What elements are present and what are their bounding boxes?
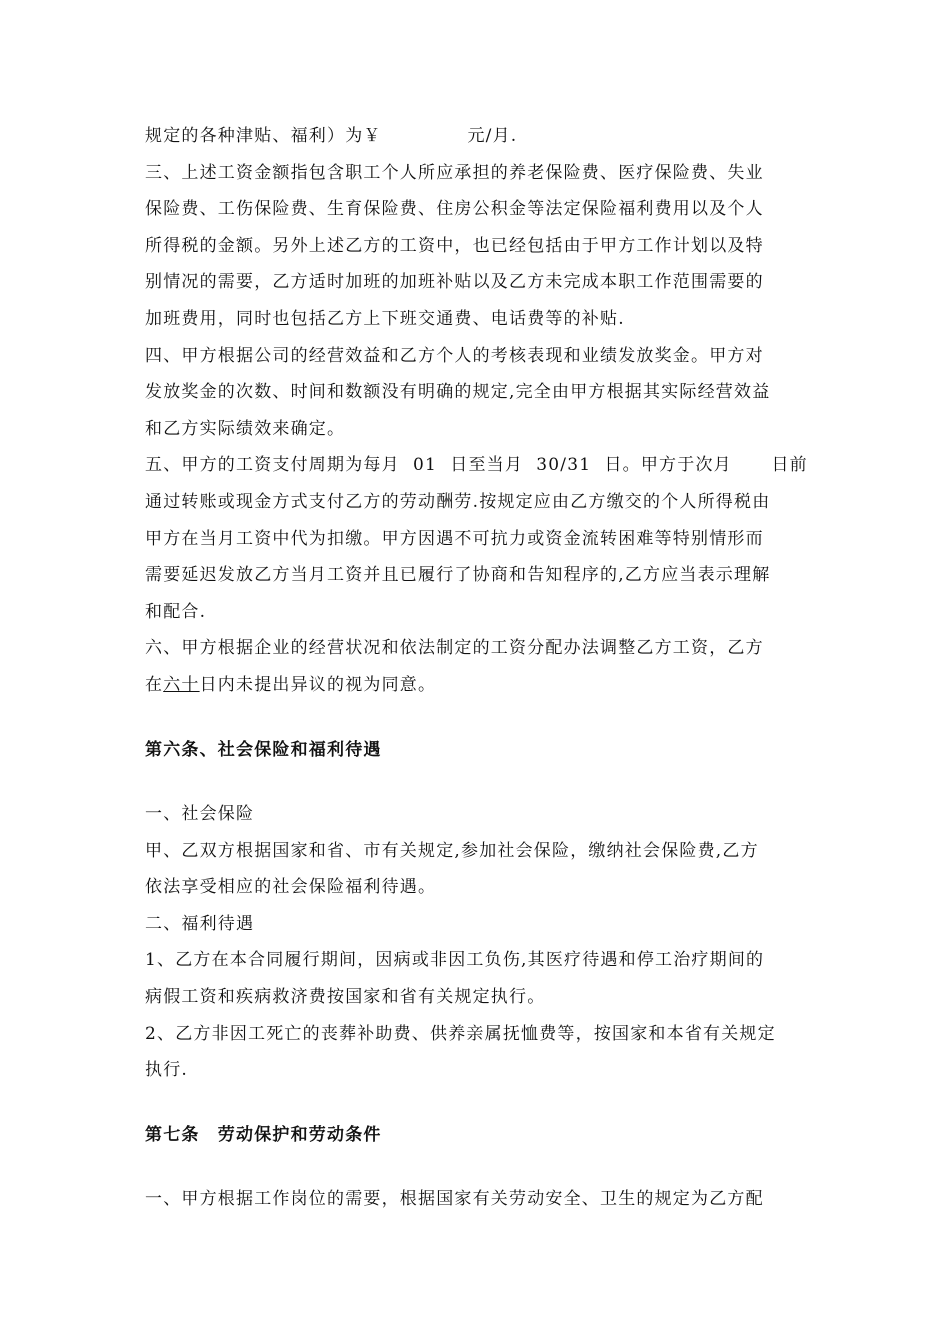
clause-item-5 (145, 447, 815, 630)
paragraph-line: 保险费、工伤保险费、生育保险费、住房公积金等法定保险福利费用以及个人 (145, 199, 764, 220)
paragraph-line: 四、甲方根据公司的经营效益和乙方个人的考核表现和业绩发放奖金。甲方对 (145, 345, 764, 366)
subsection-title: 二、福利待遇 (145, 913, 255, 934)
paragraph-line: 发放奖金的次数、时间和数额没有明确的规定,完全由甲方根据其实际经营效益 (145, 382, 771, 403)
clause-item-6 (145, 630, 815, 703)
paragraph-line: 六、甲方根据企业的经营状况和依法制定的工资分配办法调整乙方工资，乙方 (145, 638, 764, 659)
article-6-heading: 第六条、社会保险和福利待遇 (145, 739, 382, 760)
paragraph-line: 五、甲方的工资支付周期为每月 01 日至当月 30/31 日。甲方于次月 日前 (145, 455, 808, 476)
paragraph-line: 和乙方实际绩效来确定。 (145, 418, 346, 439)
paragraph-line (145, 667, 815, 704)
article-6-body (145, 796, 815, 1089)
paragraph-line: 一、甲方根据工作岗位的需要，根据国家有关劳动安全、卫生的规定为乙方配 (145, 1189, 764, 1210)
paragraph-line: 通过转账或现金方式支付乙方的劳动酬劳.按规定应由乙方缴交的个人所得税由 (145, 491, 771, 512)
underlined-days: 六十 (163, 674, 200, 695)
paragraph-line: 执行. (145, 1060, 189, 1081)
paragraph-line: 依法享受相应的社会保险福利待遇。 (145, 877, 437, 898)
paragraph-line: 加班费用，同时也包括乙方上下班交通费、电话费等的补贴. (145, 308, 625, 329)
article-7-heading: 第七条 劳动保护和劳动条件 (145, 1124, 382, 1145)
contract-page (145, 118, 815, 1218)
paragraph-line: 1、乙方在本合同履行期间，因病或非因工负伤,其医疗待遇和停工治疗期间的 (145, 950, 765, 971)
paragraph-line: 三、上述工资金额指包含职工个人所应承担的养老保险费、医疗保险费、失业 (145, 162, 764, 183)
paragraph-line: 甲、乙双方根据国家和省、市有关规定,参加社会保险，缴纳社会保险费,乙方 (145, 840, 759, 861)
paragraph-line: 所得税的金额。另外上述乙方的工资中，也已经包括由于甲方工作计划以及特 (145, 235, 764, 256)
paragraph-line: 和配合. (145, 601, 207, 622)
paragraph-line: 甲方在当月工资中代为扣缴。甲方因遇不可抗力或资金流转困难等特别情形而 (145, 528, 764, 549)
clause-item-3 (145, 155, 815, 338)
text-fragment: 日内未提出异议的视为同意。 (199, 674, 437, 695)
paragraph-line: 2、乙方非因工死亡的丧葬补助费、供养亲属抚恤费等，按国家和本省有关规定 (145, 1023, 776, 1044)
paragraph-line: 别情况的需要，乙方适时加班的加班补贴以及乙方未完成本职工作范围需要的 (145, 272, 764, 293)
subsection-title: 一、社会保险 (145, 804, 255, 825)
paragraph-line: 病假工资和疾病救济费按国家和省有关规定执行。 (145, 987, 546, 1008)
clause-item-4 (145, 338, 815, 448)
allowance-line: 规定的各种津贴、福利）为￥ 元/月. (145, 126, 518, 146)
paragraph-line: 需要延迟发放乙方当月工资并且已履行了协商和告知程序的,乙方应当表示理解 (145, 565, 771, 586)
text-fragment: 在 (145, 674, 164, 695)
